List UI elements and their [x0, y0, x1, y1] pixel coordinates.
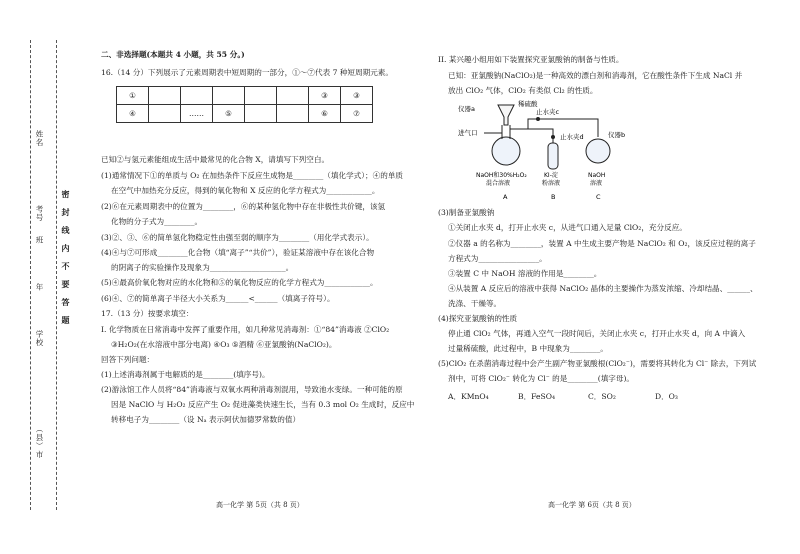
- table-cell: ①: [117, 87, 149, 105]
- stopcock-d-icon: [551, 135, 555, 139]
- q16-line: (6)④、⑦的简单离子半径大小关系为______<______（填离子符号）。: [101, 294, 335, 303]
- q-line: ②仪器 a 的名称为________，装置 A 中生成主要产物是 NaClO₂ 和 O₂，该反应过程的离子: [448, 239, 756, 248]
- table-cell: [277, 105, 309, 123]
- table-cell: ……: [181, 105, 213, 123]
- q-line: 过量稀硫酸，此过程中，B 中现象为________。: [448, 344, 608, 353]
- section-title: 二、非选择题(本题共 4 小题，共 55 分。): [101, 50, 245, 59]
- table-row: [117, 87, 373, 105]
- label-ki-solution: KI-淀: [544, 172, 558, 179]
- q-line: (4)探究亚氯酸钠的性质: [438, 314, 518, 323]
- test-tube-b-icon: [548, 143, 558, 169]
- grade-label: 年: [35, 283, 44, 292]
- q16-line: (1)通常情况下①的单质与 O₂ 在加热条件下反应生成物是________（填化学式）；④的单质: [101, 171, 404, 180]
- name-label: 姓名: [35, 130, 44, 147]
- q-line: 洗涤、干燥等。: [448, 299, 502, 308]
- q17-line: 转移电子为________（设 Nₐ 表示阿伏加德罗常数的值）: [111, 415, 301, 424]
- q16-line: 已知②与氢元素能组成生活中最常见的化合物 X，请填写下列空白。: [101, 155, 330, 164]
- q16-line: (2)⑥在元素周期表中的位置为________，⑥的某种氢化物中存在非极性共价键，该氢: [101, 202, 386, 211]
- label-instrument-a: 仪器a: [458, 105, 475, 113]
- exam-no-label: 考号: [35, 205, 44, 222]
- label-stopcock-c: 止水夹c: [536, 108, 560, 116]
- q-line: II. 某兴趣小组用如下装置探究亚氯酸钠的制备与性质。: [438, 55, 624, 64]
- seal-char: 题: [61, 316, 71, 334]
- q16-line: (5)④最高价氧化物对应的水化物和⑤的氧化物反应的化学方程式为____________。: [101, 278, 378, 287]
- label-naoh-solution: NaOH: [588, 172, 606, 179]
- q-line: 方程式为________________。: [448, 254, 547, 263]
- dropping-funnel-icon: [498, 105, 514, 125]
- label-apparatus-c: C: [596, 193, 601, 201]
- q16-line: 在空气中加热充分反应，得到的氧化物和 X 反应的化学方程式为____________。: [111, 186, 380, 195]
- q16-line: (4)④与⑦可形成________化合物（填“离子”“共价”），验证某溶液中存在该化合物: [101, 248, 375, 257]
- q17-line: 17.（13 分）按要求填空：: [101, 309, 194, 318]
- stopcock-c-icon: [536, 117, 540, 121]
- table-cell: ③: [341, 87, 373, 105]
- table-cell: [245, 105, 277, 123]
- apparatus-diagram: [458, 97, 633, 203]
- option-a: A．KMnO₄: [448, 392, 489, 401]
- table-row: [117, 105, 373, 123]
- binding-margin: [0, 0, 75, 554]
- label-mixture: NaOH和30%H₂O₂: [476, 172, 527, 179]
- flask-a-icon: [492, 137, 520, 165]
- q17-line: I. 化学物质在日常消毒中发挥了重要作用，如几种常见消毒剂：①“84”消毒液 ②ClO₂: [101, 325, 390, 334]
- flask-c-icon: [586, 139, 610, 163]
- seal-char: 封: [61, 208, 71, 226]
- q-line: 停止通 ClO₂ 气体，再通入空气一段时间后，关闭止水夹 c，打开止水夹 d，向 A 中滴入: [448, 329, 746, 338]
- student-info-line: [30, 40, 31, 510]
- seal-char: 要: [61, 280, 71, 298]
- label-apparatus-b: B: [551, 193, 556, 201]
- q-line: ④从装置 A 反应后的溶液中获得 NaClO₂ 晶体的主要操作为蒸发浓缩、冷却结晶、______、: [448, 284, 758, 293]
- q16-line: (3)②、③、⑥的简单氢化物稳定性由强至弱的顺序为________（用化学式表示）。: [101, 233, 374, 242]
- q17-line: (1)上述消毒剂属于电解质的是________(填序号)。: [101, 370, 270, 379]
- seal-line: [56, 40, 57, 510]
- seal-char: 不: [61, 262, 71, 280]
- table-cell: ④: [117, 105, 149, 123]
- q16-line: 的阴离子的实验操作及现象为____________________。: [111, 263, 294, 272]
- county-label: （县）市: [35, 425, 44, 459]
- delivery-tube-icon: [510, 119, 598, 137]
- option-d: D．O₃: [655, 392, 678, 401]
- table-cell: [277, 87, 309, 105]
- page-footer-left: 高一化学 第 5页（共 8 页）: [216, 501, 304, 509]
- q16-intro: 16.（14 分）下列展示了元素周期表中短周期的一部分，①～⑦代表 7 种短周期元素。: [101, 68, 393, 77]
- q-line: 剂中，可将 ClO₂⁻ 转化为 Cl⁻ 的是________(填字母)。: [448, 374, 635, 383]
- table-cell: ⑦: [341, 105, 373, 123]
- table-cell: [149, 87, 181, 105]
- table-cell: [213, 87, 245, 105]
- q17-line: 回答下列问题：: [101, 355, 155, 364]
- q-line: (5)ClO₂ 在杀菌消毒过程中会产生副产物亚氯酸根(ClO₂⁻)，需要将其转化为 Cl⁻ 除去，下列试: [438, 359, 757, 368]
- option-b: B．FeSO₄: [518, 392, 555, 401]
- q-line: (3)制备亚氯酸钠: [438, 208, 495, 217]
- option-c: C．SO₂: [588, 392, 616, 401]
- class-label: 班: [35, 236, 44, 245]
- q17-line: ③H₂O₂(在水溶液中部分电离) ④O₃ ⑤酒精 ⑥亚氯酸钠(NaClO₂)。: [111, 340, 337, 349]
- label-stopcock-d: 止水夹d: [560, 133, 584, 141]
- table-cell: [181, 87, 213, 105]
- table-cell: ⑤: [213, 105, 245, 123]
- table-cell: [149, 105, 181, 123]
- label-mixture: 混合溶液: [486, 180, 511, 187]
- q16-line: 化物的分子式为________。: [111, 217, 203, 226]
- q-line: 放出 ClO₂ 气体，ClO₂ 有类似 Cl₂ 的性质。: [448, 86, 598, 95]
- label-apparatus-a: A: [503, 193, 508, 201]
- q-line: ①关闭止水夹 d，打开止水夹 c，从进气口通入足量 ClO₂，充分反应。: [448, 223, 687, 232]
- q17-line: 因是 NaClO 与 H₂O₂ 反应产生 O₂ 促进藻类快速生长，当有 0.3 mol O₂ 生成时，反应中: [111, 400, 415, 409]
- q-line: 已知：亚氯酸钠(NaClO₂)是一种高效的漂白剂和消毒剂，它在酸性条件下生成 NaCl 并: [448, 71, 743, 80]
- periodic-table-fragment: [116, 86, 373, 123]
- label-air-inlet: 进气口: [458, 129, 478, 137]
- label-instrument-b: 仪器b: [608, 131, 626, 139]
- label-dilute-acid: 稀硫酸: [518, 100, 538, 108]
- seal-char: 答: [61, 298, 71, 316]
- table-cell: ⑥: [309, 105, 341, 123]
- table-cell: [245, 87, 277, 105]
- q17-line: (2)游泳馆工作人员将“84”消毒液与双氧水两种消毒剂混用，导致池水变绿。一种可能的原: [101, 385, 403, 394]
- seal-char: 密: [61, 190, 71, 208]
- q-line: ③装置 C 中 NaOH 溶液的作用是________。: [448, 269, 602, 278]
- table-cell: ③: [309, 87, 341, 105]
- branch-tube-icon: [528, 129, 553, 145]
- seal-char: 线: [61, 226, 71, 244]
- page-footer-right: 高一化学 第 6页（共 8 页）: [548, 501, 636, 509]
- seal-warning: [61, 190, 72, 334]
- label-ki-solution: 粉溶液: [542, 180, 561, 187]
- school-label: 学校: [35, 330, 44, 347]
- label-naoh-solution: 溶液: [590, 180, 603, 187]
- seal-char: 内: [61, 244, 71, 262]
